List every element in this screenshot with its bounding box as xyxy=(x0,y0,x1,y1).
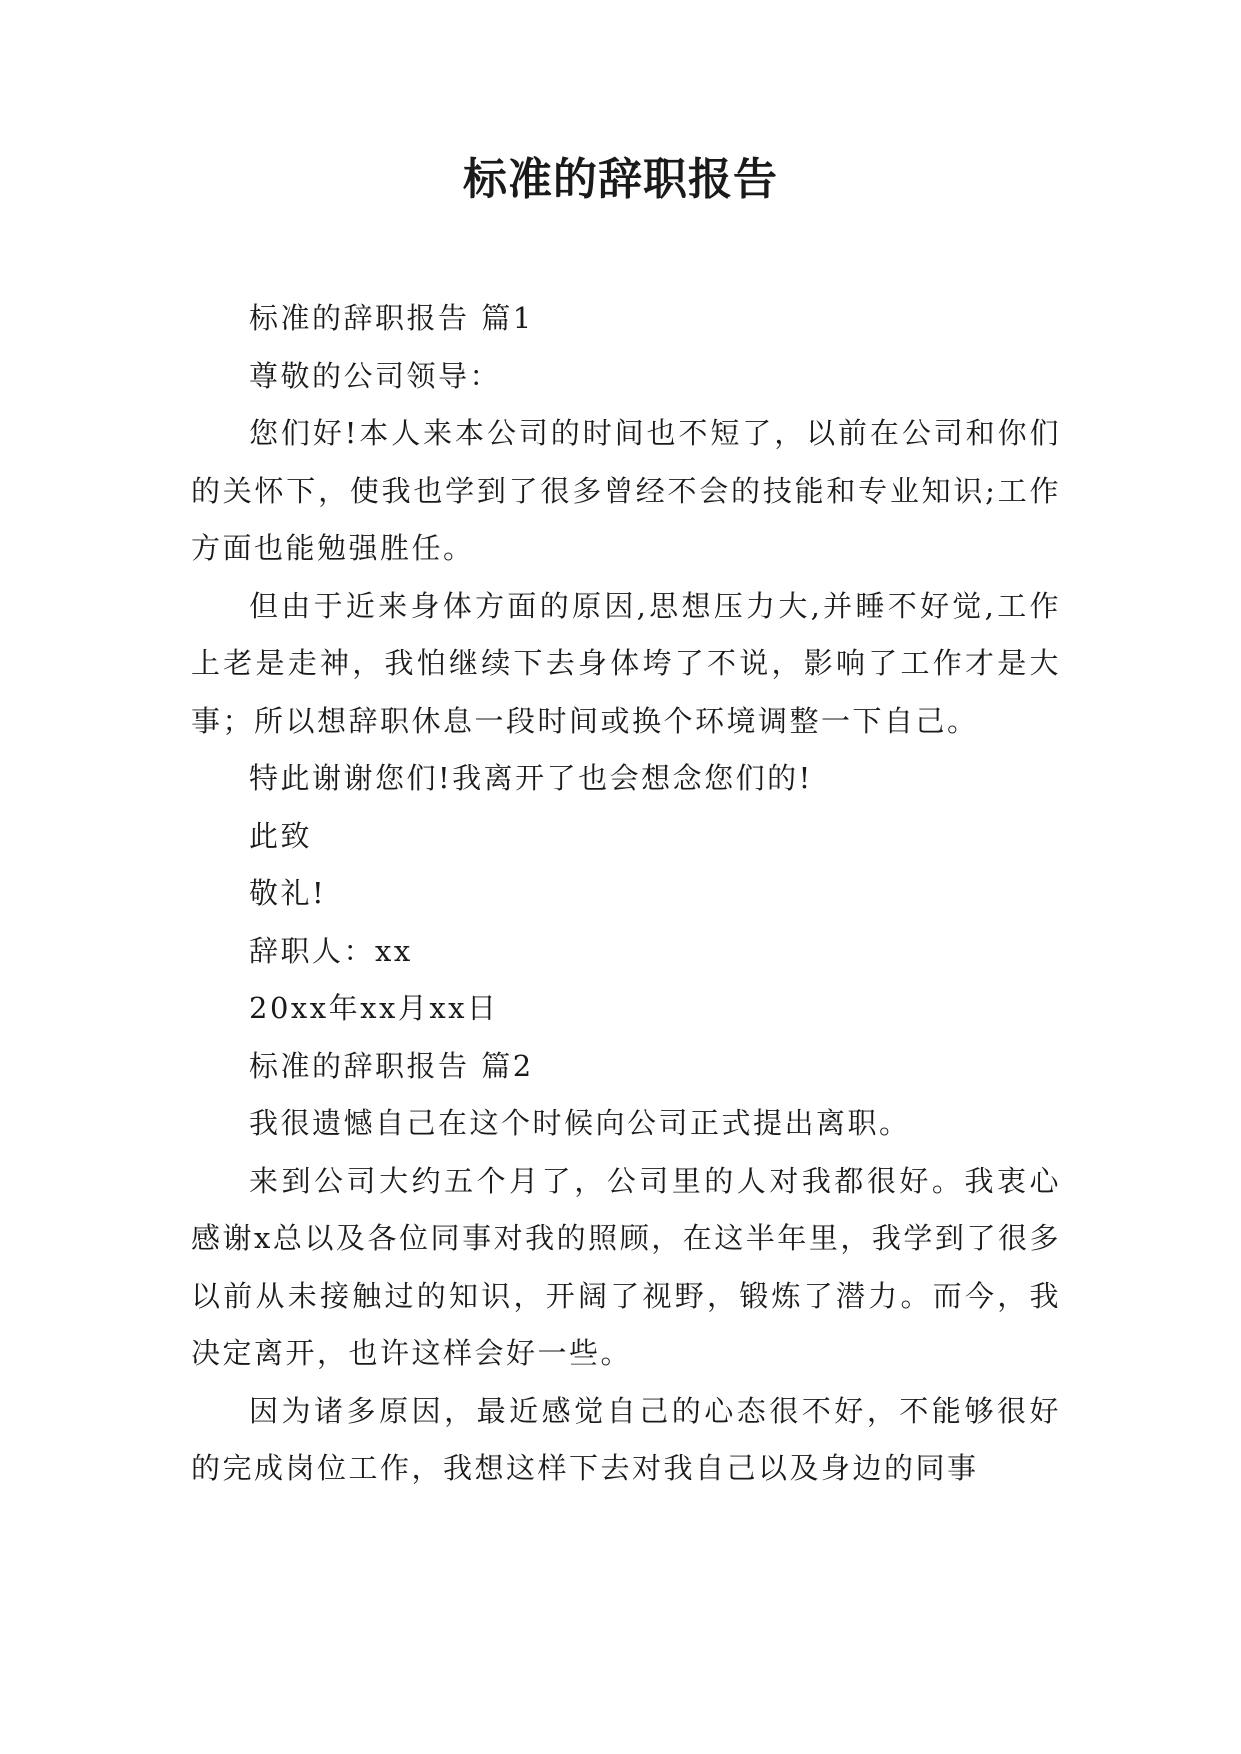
closing: 此致 xyxy=(249,818,313,853)
section-heading-1: 标准的辞职报告 篇1 xyxy=(249,301,534,335)
date: 20xx年xx月xx日 xyxy=(249,991,499,1025)
paragraph: 因为诸多原因，最近感觉自己的心态很不好，不能够很好的完成岗位工作，我想这样下去对我自己以及身边的同事 xyxy=(191,1393,1061,1485)
closing-salute: 敬礼! xyxy=(249,876,327,910)
paragraph: 但由于近来身体方面的原因,思想压力大,并睡不好觉,工作上老是走神，我怕继续下去身体垮了不说，影响了工作才是大事；所以想辞职休息一段时间或换个环境调整一下自己。 xyxy=(191,588,1061,738)
document-title: 标准的辞职报告 xyxy=(463,154,778,205)
paragraph: 特此谢谢您们!我离开了也会想念您们的! xyxy=(249,761,813,795)
paragraph: 我很遗憾自己在这个时候向公司正式提出离职。 xyxy=(249,1106,911,1140)
document-body xyxy=(191,290,1061,1498)
paragraph: 您们好!本人来本公司的时间也不短了，以前在公司和你们的关怀下，使我也学到了很多曾经不会的技能和专业知识;工作方面也能勉强胜任。 xyxy=(191,416,1061,565)
paragraph: 来到公司大约五个月了，公司里的人对我都很好。我衷心感谢x总以及各位同事对我的照顾，在这半年里，我学到了很多以前从未接触过的知识，开阔了视野，锻炼了潜力。而今，我决定离开，也许这样会好一些。 xyxy=(191,1163,1061,1370)
section-heading-2: 标准的辞职报告 篇2 xyxy=(249,1048,534,1083)
salutation: 尊敬的公司领导： xyxy=(249,358,502,393)
signature: 辞职人：xx xyxy=(249,933,413,968)
